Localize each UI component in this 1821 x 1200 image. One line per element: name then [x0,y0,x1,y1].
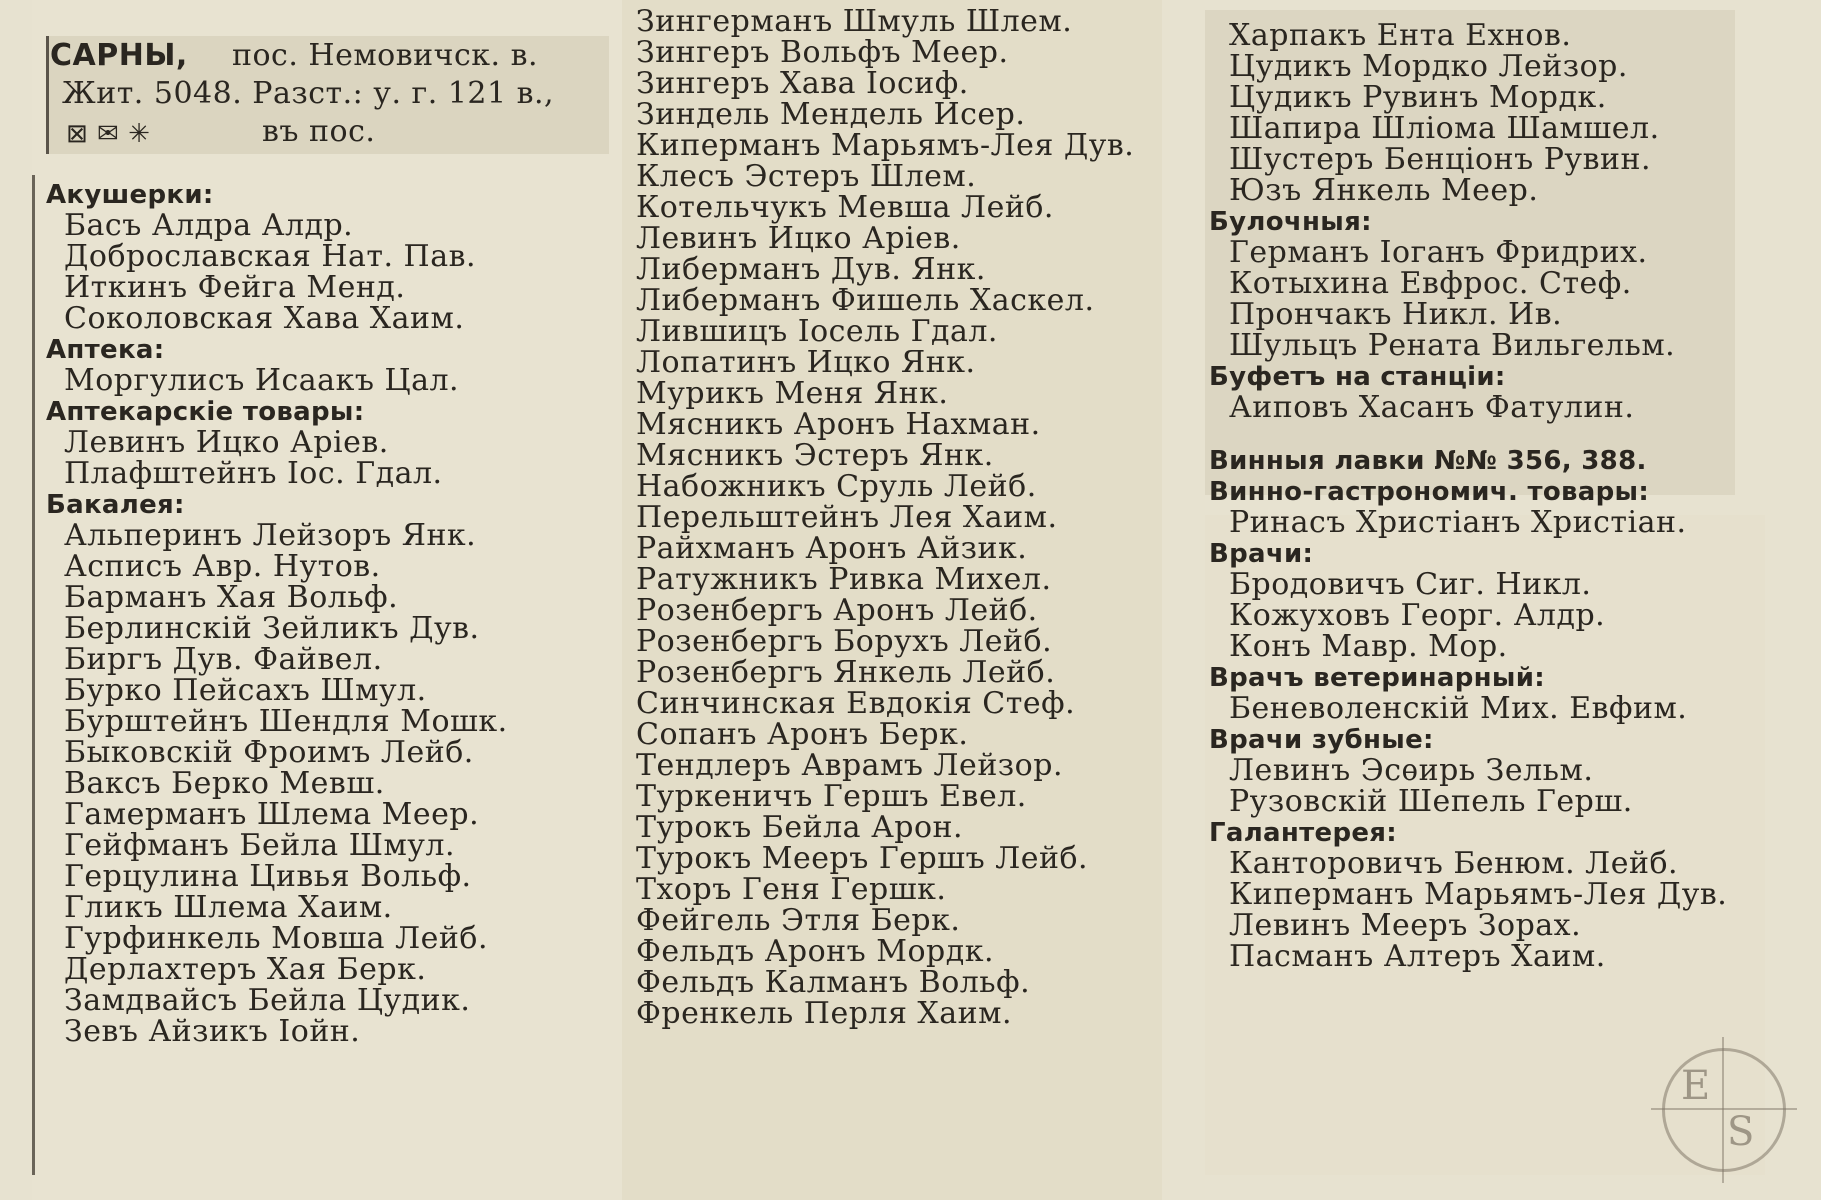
column-2 [622,0,1162,1200]
list-item: Киперманъ Марьямъ-Лея Дув. [636,128,1135,163]
list-item: Ратужникъ Ривка Михел. [636,562,1052,597]
list-item: Шапира Шліома Шамшел. [1229,111,1660,146]
list-item: Асписъ Авр. Нутов. [64,549,381,584]
list-item: Бурштейнъ Шендля Мошк. [64,704,508,739]
list-item: Цудикъ Мордко Лейзор. [1229,49,1628,84]
list-item: Биргъ Дув. Файвел. [64,642,383,677]
list-item: Дерлахтеръ Хая Берк. [64,952,427,987]
list-item: Шустеръ Бенціонъ Рувин. [1229,142,1651,177]
section-title: Винныя лавки №№ 356, 388. [1209,446,1647,476]
section-title: Аптекарскіе товары: [46,397,365,427]
section-title: Врачи зубные: [1209,725,1434,755]
list-item: Розенбергъ Борухъ Лейб. [636,624,1053,659]
list-item: Розенбергъ Аронъ Лейб. [636,593,1038,628]
list-item: Киперманъ Марьямъ-Лея Дув. [1229,877,1728,912]
list-item: Гамерманъ Шлема Меер. [64,797,480,832]
list-item: Альперинъ Лейзоръ Янк. [64,518,477,553]
list-item: Конъ Мавр. Мор. [1229,629,1508,664]
list-item: Набожникъ Сруль Лейб. [636,469,1037,504]
list-item: Либерманъ Дув. Янк. [636,252,986,287]
list-item: Турокъ Бейла Арон. [636,810,964,845]
list-item: Иткинъ Фейга Менд. [64,270,406,305]
list-item: Бурко Пейсахъ Шмул. [64,673,427,708]
list-item: Зиндель Мендель Исер. [636,97,1026,132]
list-item: Ринасъ Христіанъ Христіан. [1229,505,1687,540]
list-item: Гейфманъ Бейла Шмул. [64,828,456,863]
stamp-crosshair-h [1651,1108,1797,1110]
list-item: Соколовская Хава Хаим. [64,301,465,336]
list-item: Котыхина Евфрос. Стеф. [1229,266,1632,301]
town-header-line2: Жит. 5048. Разст.: у. г. 121 в., [62,76,555,111]
list-item: Моргулисъ Исаакъ Цал. [64,363,460,398]
list-item: Харпакъ Ента Ехнов. [1229,18,1572,53]
section-title: Галантерея: [1209,818,1398,848]
section-title: Врачъ ветеринарный: [1209,663,1545,693]
list-item: Кожуховъ Георг. Алдр. [1229,598,1606,633]
list-item: Берлинскій Зейликъ Дув. [64,611,480,646]
town-header-line3: въ пос. [262,114,376,149]
list-item: Либерманъ Фишель Хаскел. [636,283,1095,318]
list-item: Синчинская Евдокія Стеф. [636,686,1076,721]
list-item: Цудикъ Рувинъ Мордк. [1229,80,1607,115]
list-item: Беневоленскій Мих. Евфим. [1229,691,1688,726]
section-title: Врачи: [1209,539,1314,569]
list-item: Басъ Алдра Алдр. [64,208,354,243]
stamp-letter-s: S [1727,1109,1755,1155]
section-title: Аптека: [46,335,165,365]
list-item: Клесъ Эстеръ Шлем. [636,159,977,194]
list-item: Фейгель Этля Берк. [636,903,961,938]
list-item: Мясникъ Эстеръ Янк. [636,438,994,473]
list-item: Мурикъ Меня Янк. [636,376,949,411]
list-item: Розенбергъ Янкель Лейб. [636,655,1056,690]
list-item: Перельштейнъ Лея Хаим. [636,500,1058,535]
list-item: Гурфинкель Мовша Лейб. [64,921,488,956]
watermark-stamp [1662,1048,1786,1172]
list-item: Замдвайсъ Бейла Цудик. [64,983,471,1018]
list-item: Райхманъ Аронъ Айзик. [636,531,1028,566]
list-item: Туркеничъ Гершъ Евел. [636,779,1027,814]
list-item: Юзъ Янкель Меер. [1229,173,1539,208]
section-title: Винно-гастрономич. товары: [1209,477,1650,507]
list-item: Фельдъ Аронъ Мордк. [636,934,994,969]
list-item: Лившицъ Іосель Гдал. [636,314,998,349]
list-item: Турокъ Мееръ Гершъ Лейб. [636,841,1089,876]
list-item: Фельдъ Калманъ Вольф. [636,965,1031,1000]
column-rule [32,175,35,1175]
column-1 [32,0,622,1200]
list-item: Тендлеръ Аврамъ Лейзор. [636,748,1063,783]
list-item: Зингерманъ Шмуль Шлем. [636,4,1073,39]
list-item: Бродовичъ Сиг. Никл. [1229,567,1592,602]
list-item: Доброславская Нат. Пав. [64,239,477,274]
list-item: Котельчукъ Мевша Лейб. [636,190,1054,225]
list-item: Быковскій Фроимъ Лейб. [64,735,474,770]
town-header-line1: пос. Немовичск. в. [232,38,539,73]
list-item: Барманъ Хая Вольф. [64,580,399,615]
list-item: Левинъ Мееръ Зорах. [1229,908,1582,943]
column-3 [1195,0,1795,1200]
list-item: Зевъ Айзикъ Іойн. [64,1014,361,1049]
list-item: Герцулина Цивья Вольф. [64,859,472,894]
section-title: Акушерки: [46,180,214,210]
list-item: Плафштейнъ Іос. Гдал. [64,456,443,491]
list-item: Лопатинъ Ицко Янк. [636,345,976,380]
town-name: САРНЫ, [50,38,188,73]
section-title: Бакалея: [46,490,185,520]
list-item: Канторовичъ Бенюм. Лейб. [1229,846,1679,881]
section-title: Булочныя: [1209,207,1372,237]
list-item: Германъ Іоганъ Фридрих. [1229,235,1648,270]
list-item: Левинъ Ицко Аріев. [64,425,389,460]
list-item: Мясникъ Аронъ Нахман. [636,407,1041,442]
list-item: Аиповъ Хасанъ Фатулин. [1229,390,1635,425]
section-title: Буфетъ на станціи: [1209,362,1506,392]
list-item: Пасманъ Алтеръ Хаим. [1229,939,1606,974]
stamp-letter-e: E [1681,1063,1711,1109]
list-item: Шульцъ Рената Вильгельм. [1229,328,1676,363]
list-item: Ваксъ Берко Мевш. [64,766,385,801]
list-item: Френкель Перля Хаим. [636,996,1013,1031]
list-item: Левинъ Эсѳирь Зельм. [1229,753,1594,788]
list-item: Зингеръ Вольфъ Меер. [636,35,1009,70]
list-item: Тхоръ Геня Гершк. [636,872,947,907]
list-item: Левинъ Ицко Аріев. [636,221,961,256]
list-item: Зингеръ Хава Іосиф. [636,66,969,101]
list-item: Сопанъ Аронъ Берк. [636,717,969,752]
post-telegraph-icon: ⊠ ✉ ✳ [66,119,151,149]
list-item: Прончакъ Никл. Ив. [1229,297,1563,332]
list-item: Гликъ Шлема Хаим. [64,890,393,925]
list-item: Рузовскій Шепель Герш. [1229,784,1633,819]
stamp-crosshair-v [1722,1037,1724,1183]
